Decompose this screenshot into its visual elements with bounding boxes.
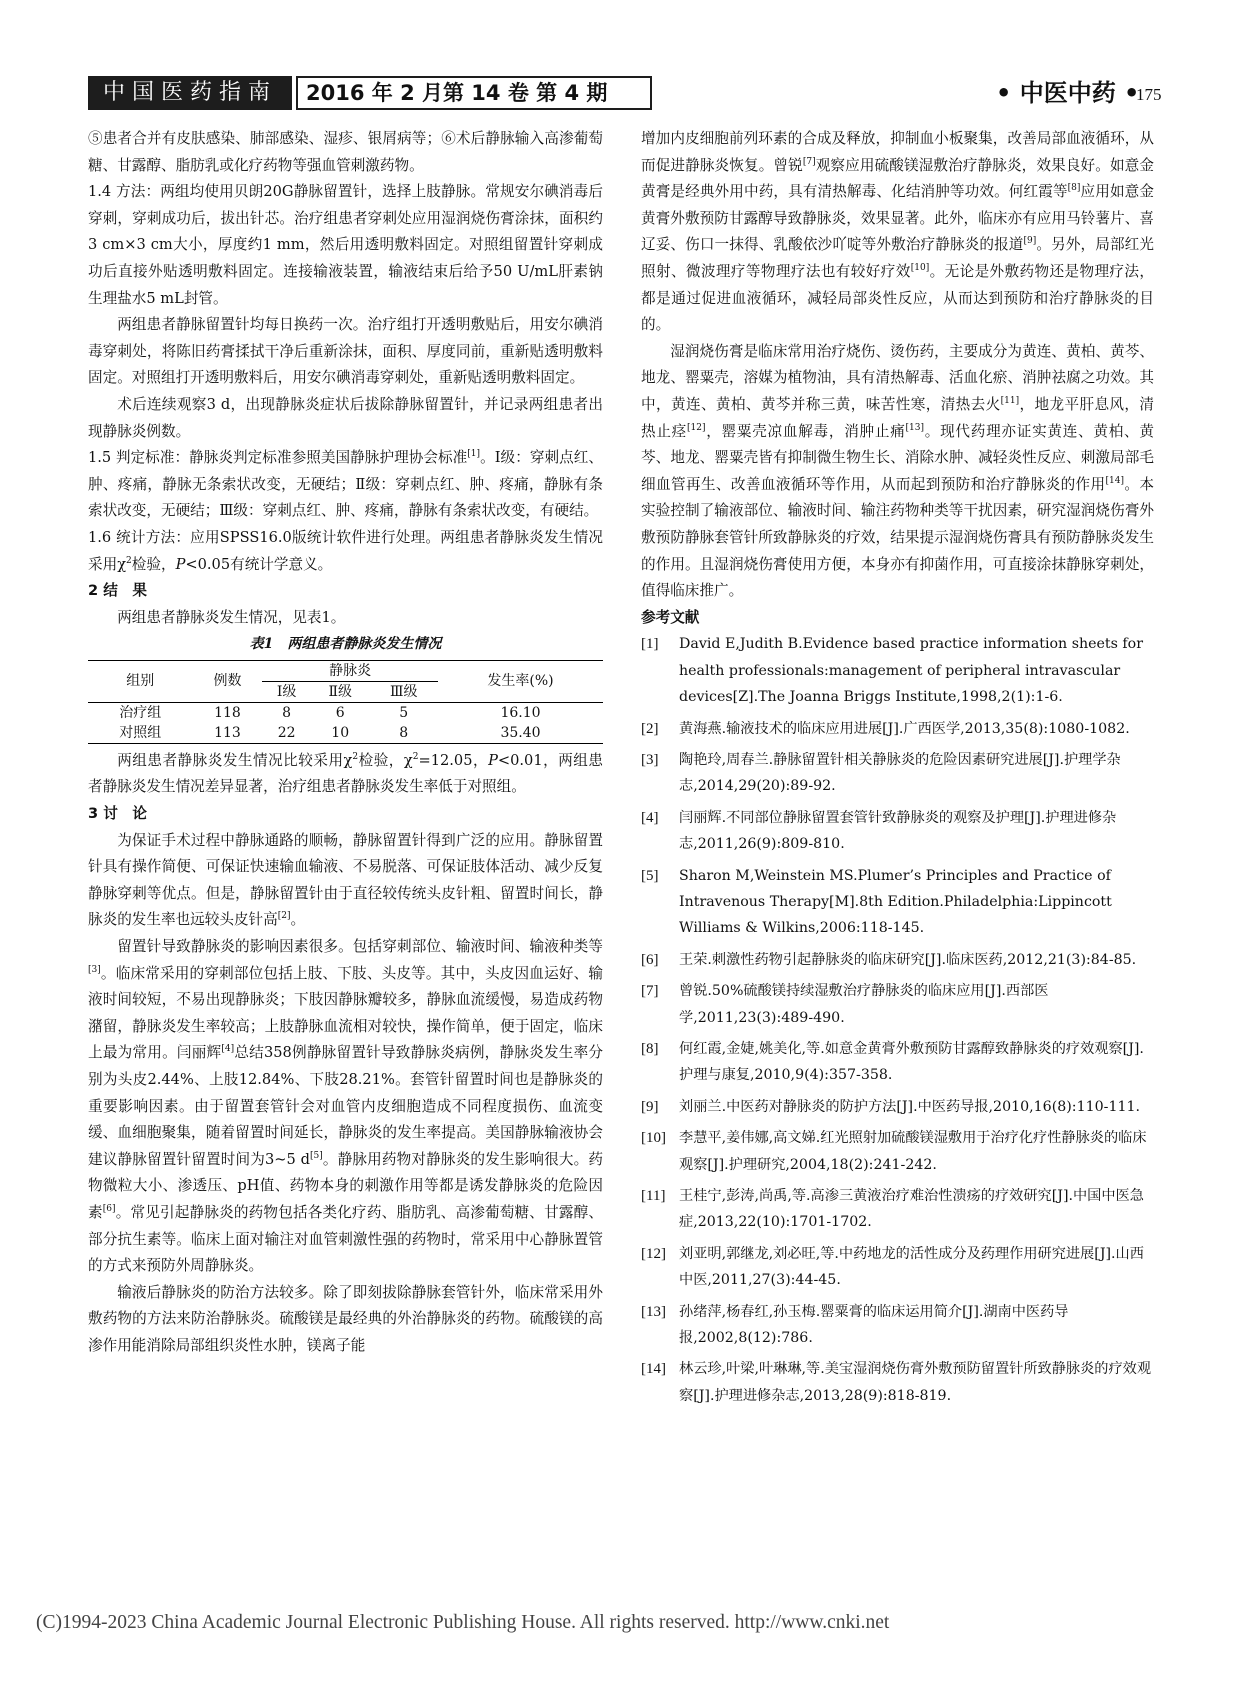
- text-run: 留置针导致静脉炎的影响因素很多。包括穿刺部位、输液时间、输液种类等: [117, 938, 603, 956]
- header-grade-2: Ⅱ级: [328, 683, 352, 700]
- cell-grade-2: 10: [311, 723, 370, 744]
- reference-text: 曾锐.50%硫酸镁持续湿敷治疗静脉炎的临床应用[J].西部医学,2011,23(3):489-490.: [679, 983, 1049, 1026]
- section-heading-discussion: 3 讨 论: [88, 805, 148, 823]
- reference-text: 孙绪萍,杨春红,孙玉梅.罂粟膏的临床运用简介[J].湖南中医药导报,2002,8(12):786.: [679, 1303, 1069, 1347]
- paragraph: ⑤患者合并有皮肤感染、肺部感染、湿疹、银屑病等；⑥术后静脉输入高渗葡萄糖、甘露醇、脂肪乳或化疗药物等强血管刺激药物。: [88, 130, 603, 174]
- paragraph: [641, 126, 1154, 339]
- reference-text: 刘亚明,郭继龙,刘必旺,等.中药地龙的活性成分及药理作用研究进展[J].山西中医,2011,27(3):44-45.: [679, 1245, 1144, 1289]
- reference-text: 黄海燕.输液技术的临床应用进展[J].广西医学,2013,35(8):1080-1082.: [679, 720, 1130, 737]
- citation: [8]: [1067, 183, 1081, 194]
- citation: [14]: [1105, 475, 1125, 486]
- superscript: 2: [412, 752, 419, 763]
- superscript: 2: [126, 555, 132, 566]
- citation: [2]: [277, 911, 291, 922]
- p-symbol: P: [488, 751, 498, 769]
- reference-item: [641, 1036, 1154, 1089]
- reference-item: [641, 1356, 1154, 1409]
- citation: [9]: [1023, 236, 1037, 247]
- text-run: 为保证手术过程中静脉通路的顺畅，静脉留置针得到广泛的应用。静脉留置针具有操作简便、可保证快速输血输液、不易脱落、可保证肢体活动、减少反复静脉穿刺等优点。但是，静脉留置针由于直径较传统头皮针粗、留置时间长，静脉炎的发生率也远较头皮针高: [88, 831, 603, 929]
- text-run: 。另外，局部红光照射、微波理疗等物理疗法也有较好疗效: [641, 236, 1154, 280]
- reference-number: [12]: [641, 1245, 666, 1262]
- text-run: 两组患者静脉炎发生情况比较采用χ: [117, 751, 353, 769]
- header-grade-1: Ⅰ级: [276, 683, 297, 700]
- reference-list: [641, 631, 1154, 1409]
- section-heading-results: 2 结 果: [88, 582, 148, 600]
- header-rate: 发生率(%): [438, 660, 603, 702]
- text-run: 增加内皮细胞前列环素的合成及释放，抑制血小板聚集，改善局部血液循环，从而促进静脉炎恢复。曾锐: [641, 130, 1154, 174]
- section-title: • 中医中药 •: [996, 79, 1140, 107]
- text-run: =12.05，: [418, 751, 489, 769]
- reference-item: [641, 1125, 1154, 1178]
- text-run: 湿润烧伤膏是临床常用治疗烧伤、烫伤药，主要成分为黄连、黄柏、黄芩、地龙、罂粟壳，溶媒为植物油，具有清热解毒、活血化瘀、消肿祛腐之功效。其中，黄连、黄柏、黄芩并称三黄，味苦性寒，清热去火: [641, 342, 1154, 413]
- reference-text: Sharon M,Weinstein MS.Plumer’s Principles and Practice of Intravenous Therapy[M].8th Edition.Philadelphia:Lippincott Williams & Wilkins,2006:118-145.: [679, 867, 1112, 937]
- superscript: 2: [352, 752, 359, 763]
- reference-text: 李慧平,姜伟娜,高文娣.红光照射加硫酸镁湿敷用于治疗化疗性静脉炎的临床观察[J].护理研究,2004,18(2):241-242.: [679, 1130, 1147, 1173]
- cell-grade-1: 22: [262, 723, 311, 744]
- results-table: [88, 660, 603, 744]
- text-run: 检验，χ: [358, 751, 413, 769]
- paragraph: 术后连续观察3 d，出现静脉炎症状后拔除静脉留置针，并记录两组患者出现静脉炎例数。: [88, 395, 603, 440]
- reference-number: [1]: [641, 636, 659, 653]
- reference-item: [641, 716, 1154, 742]
- text-run: 。无论是外敷药物还是物理疗法，都是通过促进血液循环，减轻局部炎性反应，从而达到预防和治疗静脉炎的目的。: [641, 262, 1154, 334]
- reference-text: 王荣.刺激性药物引起静脉炎的临床研究[J].临床医药,2012,21(3):84-85.: [679, 951, 1137, 968]
- reference-text: 刘丽兰.中医药对静脉炎的防护方法[J].中医药导报,2010,16(8):110-111.: [679, 1098, 1141, 1115]
- paragraph: [641, 339, 1154, 605]
- cell-rate: 35.40: [438, 723, 603, 744]
- text-run: 。: [290, 911, 306, 929]
- reference-number: [10]: [641, 1130, 666, 1147]
- reference-number: [3]: [641, 751, 659, 768]
- text-run: 。常见引起静脉炎的药物包括各类化疗药、脂肪乳、高渗葡萄糖、甘露醇、部分抗生素等。临床上面对输注对血管刺激性强的药物时，常采用中心静脉置管的方式来预防外周静脉炎。: [88, 1203, 603, 1275]
- header-phlebitis: 静脉炎: [262, 660, 438, 681]
- page-number: 175: [1136, 85, 1162, 104]
- text-run: 检验，: [131, 555, 176, 573]
- text-run: 。本实验控制了输液部位、输液时间、输注药物种类等干扰因素，研究湿润烧伤膏外敷预防静脉套管针所致静脉炎的疗效，结果提示湿润烧伤膏具有预防静脉炎发生的作用。且湿润烧伤膏使用方便，本身亦有抑菌作用，可直接涂抹静脉穿刺处，值得临床推广。: [641, 475, 1154, 600]
- text-run: ，地龙平肝息风，清热止痉: [641, 395, 1154, 440]
- reference-text: 何红霞,金婕,姚美化,等.如意金黄膏外敷预防甘露醇致静脉炎的疗效观察[J].护理与康复,2010,9(4):357-358.: [679, 1040, 1144, 1084]
- paragraph: 两组患者静脉炎发生情况，见表1。: [117, 608, 346, 626]
- text-run: 。静脉用药物对静脉炎的发生影响很大。药物微粒大小、渗透压、pH值、药物本身的刺激作用等都是诱发静脉炎的危险因素: [88, 1150, 603, 1221]
- citation: [3]: [88, 964, 101, 975]
- reference-item: [641, 1241, 1154, 1294]
- header-grade-3: Ⅲ级: [390, 683, 418, 700]
- cell-grade-3: 5: [370, 702, 439, 723]
- paragraph: [88, 934, 603, 1280]
- reference-item: [641, 747, 1154, 800]
- reference-text: 闫丽辉.不同部位静脉留置套管针致静脉炎的观察及护理[J].护理进修杂志,2011,26(9):809-810.: [679, 809, 1117, 853]
- reference-number: [6]: [641, 951, 659, 968]
- paragraph-criteria: [88, 445, 603, 525]
- table-row: [88, 723, 603, 744]
- reference-number: [8]: [641, 1040, 659, 1057]
- text-run: <0.05有统计学意义。: [185, 555, 333, 573]
- reference-text: David E,Judith B.Evidence based practice information sheets for health professionals:management of peripheral intravascular devices[Z].The Joanna Briggs Institute,1998,2(1):1-6.: [679, 636, 1143, 706]
- left-column: [88, 126, 603, 1360]
- table-caption: 表1 两组患者静脉炎发生情况: [249, 636, 442, 653]
- text-run: 。Ⅰ级：穿刺点红、肿、疼痛，静脉无条索状改变，无硬结；Ⅱ级：穿刺点红、肿、疼痛，静脉有条索状改变，无硬结；Ⅲ级：穿刺点红、肿、疼痛，静脉有条索状改变，有硬结。: [88, 449, 603, 520]
- reference-number: [13]: [641, 1303, 666, 1320]
- citation: [7]: [802, 156, 816, 167]
- header-group: 组别: [88, 660, 193, 702]
- text-run: 。临床常采用的穿刺部位包括上肢、下肢、头皮等。其中，头皮因血运好、输液时间较短，不易出现静脉炎；下肢因静脉瓣较多，静脉血流缓慢，易造成药物潴留，静脉炎发生率较高；上肢静脉血流相对较快，操作简单，便于固定，临床上最为常用。闫丽辉: [88, 964, 603, 1062]
- citation: [1]: [467, 449, 481, 460]
- reference-number: [5]: [641, 867, 659, 884]
- text-run: 总结358例静脉留置针导致静脉炎病例，静脉炎发生率分别为头皮2.44%、上肢12.84%、下肢28.21%。套管针留置时间也是静脉炎的重要影响因素。由于留置套管针会对血管内皮细胞造成不同程度损伤、血流变缓、血细胞聚集，随着留置时间延长，静脉炎的发生率提高。美国静脉输液协会建议静脉留置针留置时间为3~5 d: [88, 1044, 603, 1168]
- table-header-row: [88, 660, 603, 681]
- text-run: <0.01，两组患者静脉炎发生情况差异显著，治疗组患者静脉炎发生率低于对照组。: [88, 751, 603, 796]
- issue-info: 2016 年 2 月第 14 卷 第 4 期: [296, 76, 652, 110]
- citation: [11]: [1000, 396, 1020, 407]
- citation: [6]: [102, 1204, 116, 1215]
- cell-cases: 118: [193, 702, 263, 723]
- citation: [13]: [905, 422, 925, 433]
- text-run: 1.6 统计方法：应用SPSS16.0版统计软件进行处理。两组患者静脉炎发生情况采用χ: [88, 528, 603, 573]
- journal-name: 中国医药指南: [88, 76, 292, 110]
- citation: [10]: [910, 263, 930, 274]
- cell-group: 治疗组: [88, 702, 193, 723]
- paragraph-chi-square: [88, 748, 603, 801]
- cell-cases: 113: [193, 723, 263, 744]
- cell-grade-3: 8: [370, 723, 439, 744]
- cell-grade-1: 8: [262, 702, 311, 723]
- table-row: [88, 702, 603, 723]
- text-run: 。现代药理亦证实黄连、黄柏、黄芩、地龙、罂粟壳皆有抑制微生物生长、消除水肿、减轻炎性反应、刺激局部毛细血管再生、改善血液循环等作用，从而起到预防和治疗静脉炎的作用: [641, 422, 1154, 493]
- reference-number: [4]: [641, 809, 659, 826]
- reference-item: [641, 631, 1154, 710]
- citation: [5]: [309, 1150, 323, 1161]
- page-header: [88, 76, 1160, 110]
- paragraph: 两组患者静脉留置针均每日换药一次。治疗组打开透明敷贴后，用安尔碘消毒穿刺处，将陈旧药膏揉拭干净后重新涂抹，面积、厚度同前，重新贴透明敷料固定。对照组打开透明敷料后，用安尔碘消毒穿刺处，重新贴透明敷料固定。: [88, 316, 603, 387]
- reference-item: [641, 863, 1154, 942]
- reference-item: [641, 1299, 1154, 1352]
- reference-item: [641, 1183, 1154, 1236]
- reference-number: [11]: [641, 1188, 666, 1204]
- reference-number: [14]: [641, 1361, 666, 1378]
- text-run: 观察应用硫酸镁湿敷治疗静脉炎，效果良好。如意金黄膏是经典外用中药，具有清热解毒、化结消肿等功效。何红霞等: [641, 156, 1154, 201]
- right-column: [641, 126, 1154, 1414]
- text-run: 1.5 判定标准：静脉炎判定标准参照美国静脉护理协会标准: [88, 449, 468, 467]
- reference-text: 林云珍,叶梁,叶琳琳,等.美宝湿润烧伤膏外敷预防留置针所致静脉炎的疗效观察[J].护理进修杂志,2013,28(9):818-819.: [679, 1361, 1152, 1404]
- paragraph-statistics: [88, 525, 603, 578]
- reference-item: [641, 947, 1154, 973]
- text-run: ，罂粟壳凉血解毒，消肿止痛: [705, 422, 906, 440]
- cell-grade-2: 6: [311, 702, 370, 723]
- p-symbol: P: [175, 555, 186, 573]
- reference-item: [641, 978, 1154, 1031]
- reference-number: [7]: [641, 983, 659, 1000]
- reference-item: [641, 1094, 1154, 1120]
- text-run: 应用如意金黄膏外敷预防甘露醇导致静脉炎，效果显著。此外，临床亦有应用马铃薯片、喜辽妥、伤口一抹得、乳酸依沙吖啶等外敷治疗静脉炎的报道: [641, 183, 1154, 254]
- reference-item: [641, 805, 1154, 858]
- reference-text: 王桂宁,彭涛,尚禹,等.高渗三黄液治疗难治性溃疡的疗效研究[J].中国中医急症,2013,22(10):1701-1702.: [679, 1188, 1144, 1231]
- references-heading: 参考文献: [641, 608, 700, 626]
- cell-group: 对照组: [88, 723, 193, 744]
- paragraph: [88, 828, 603, 934]
- cell-rate: 16.10: [438, 702, 603, 723]
- reference-number: [9]: [641, 1098, 659, 1115]
- header-cases: 例数: [193, 660, 263, 702]
- citation: [12]: [687, 422, 706, 433]
- paragraph-methods: 1.4 方法：两组均使用贝朗20G静脉留置针，选择上肢静脉。常规安尔碘消毒后穿刺，穿刺成功后，拔出针芯。治疗组患者穿刺处应用湿润烧伤膏涂抹，面积约3 cm×3 cm大小，厚度约1 mm，然后用透明敷料固定。对照组留置针穿刺成功后直接外贴透明敷料固定。连接输液装置，输液结束后给予50 U/mL肝素钠生理盐水5 mL封管。: [88, 183, 603, 307]
- reference-text: 陶艳玲,周春兰.静脉留置针相关静脉炎的危险因素研究进展[J].护理学杂志,2014,29(20):89-92.: [679, 751, 1121, 795]
- paragraph: 输液后静脉炎的防治方法较多。除了即刻拔除静脉套管针外，临床常采用外敷药物的方法来防治静脉炎。硫酸镁是最经典的外治静脉炎的药物。硫酸镁的高渗作用能消除局部组织炎性水肿，镁离子能: [88, 1283, 603, 1354]
- reference-number: [2]: [641, 720, 659, 737]
- copyright-footer: (C)1994-2023 China Academic Journal Electronic Publishing House. All rights reserved. http://www.cnki.net: [36, 1612, 890, 1633]
- citation: [4]: [221, 1044, 235, 1055]
